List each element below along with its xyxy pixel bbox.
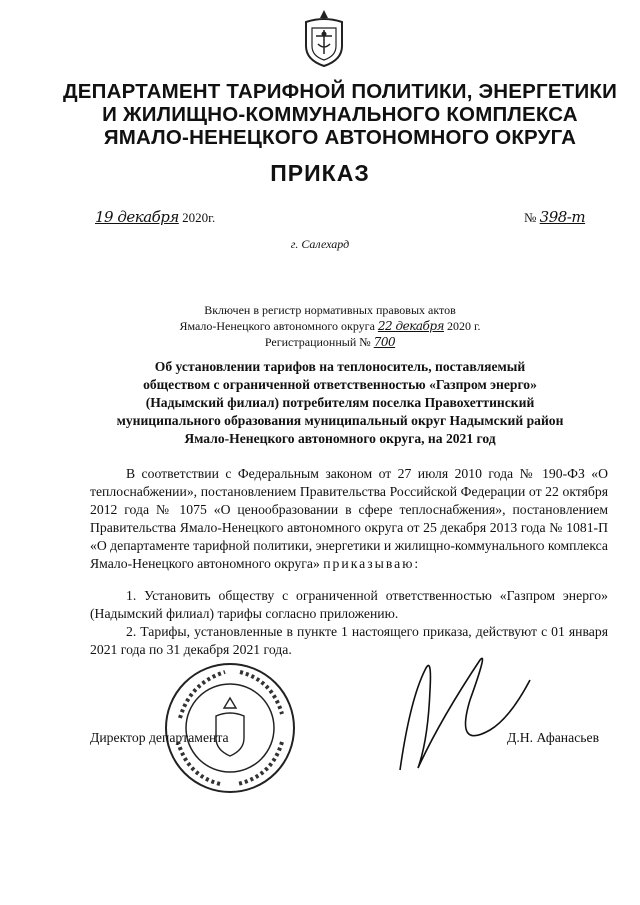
- registry-line-2: Ямало-Ненецкого автономного округа 22 декабря 2020 г.: [179, 319, 481, 333]
- registry-line-3: Регистрационный № 700: [264, 335, 396, 349]
- department-line-3: ЯМАЛО-НЕНЕЦКОГО АВТОНОМНОГО ОКРУГА: [103, 126, 577, 149]
- city: г. Салехард: [290, 237, 350, 251]
- official-seal-stamp: [160, 658, 300, 798]
- order-date: [95, 208, 215, 226]
- subject-line: (Надымский филиал) потребителям поселка Правохеттинский: [145, 395, 535, 410]
- order-subject: [90, 358, 590, 448]
- date-year: 2020: [182, 210, 209, 225]
- department-line-2: И ЖИЛИЩНО-КОММУНАЛЬНОГО КОМПЛЕКСА: [102, 103, 578, 126]
- registry-line-1: Включен в регистр нормативных правовых актов: [204, 303, 456, 317]
- subject-line: Ямало-Ненецкого автономного округа, на 2021 год: [184, 431, 496, 446]
- coat-of-arms-emblem: [298, 6, 350, 70]
- number-handwritten: 398-т: [539, 208, 586, 226]
- department-name: [60, 80, 620, 149]
- department-line-1: ДЕПАРТАМЕНТ ТАРИФНОЙ ПОЛИТИКИ, ЭНЕРГЕТИКИ: [62, 80, 618, 103]
- subject-line: обществом с ограниченной ответственностью «Газпром энерго»: [143, 377, 537, 392]
- document-type-title: ПРИКАЗ: [270, 160, 370, 186]
- item-1: 1. Установить обществу с ограниченной ответственностью «Газпром энерго» (Надымский филиал) тарифы согласно приложению.: [90, 588, 608, 621]
- subject-line: муниципального образования муниципальный округ Надымский район: [116, 413, 564, 428]
- preamble-paragraph: В соответствии с Федеральным законом от 27 июля 2010 года № 190-ФЗ «О теплоснабжении», постановлением Правительства Российской Федерации от 22 октября 2012 года № 1075 «О ценообразовании в сфере теплоснабжения», постановлением Правительства Ямало-Ненецкого автономного округа от 25 декабря 2013 года № 1081-П «О департаменте тарифной политики, энергетики и жилищно-коммунального комплекса Ямало-Ненецкого автономного округа» приказываю:: [90, 466, 608, 571]
- handwritten-signature: [370, 640, 540, 780]
- subject-line: Об установлении тарифов на теплоноситель, поставляемый: [154, 359, 526, 374]
- date-handwritten: 19 декабря: [95, 208, 179, 226]
- item-2: 2. Тарифы, установленные в пункте 1 настоящего приказа, действуют с 01 января 2021 года по 31 декабря 2021 года.: [90, 624, 608, 657]
- registry-date-handwritten: 22 декабря: [377, 319, 444, 333]
- order-word: приказываю:: [323, 556, 421, 571]
- date-suffix: г.: [208, 210, 216, 225]
- registry-number-handwritten: 700: [373, 335, 396, 349]
- order-body: [90, 465, 608, 659]
- signatory-position: Директор департамента: [90, 730, 229, 745]
- number-prefix: №: [524, 210, 537, 225]
- registry-note: [150, 302, 510, 350]
- order-number: [524, 208, 585, 226]
- signatory-name: Д.Н. Афанасьев: [507, 730, 600, 745]
